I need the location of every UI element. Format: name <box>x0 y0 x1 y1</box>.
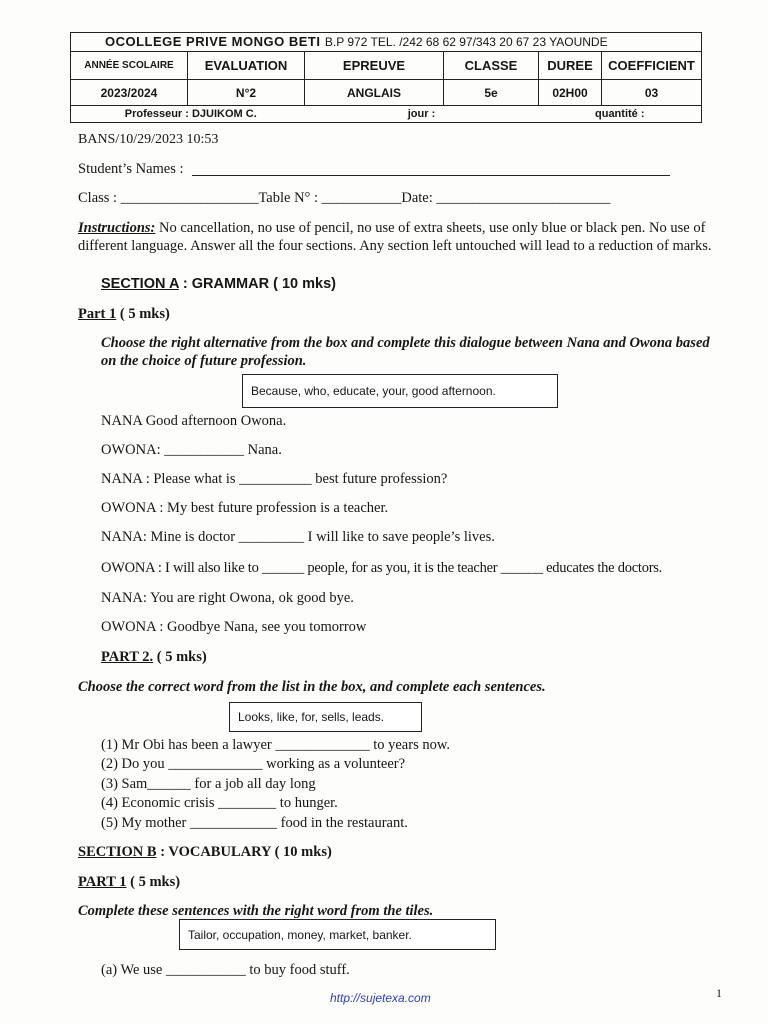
sentence-line[interactable]: (4) Economic crisis ________ to hunger. <box>101 795 338 811</box>
sentence-line[interactable]: (3) Sam______ for a job all day long <box>101 776 316 792</box>
part1-title: Part 1 <box>78 306 117 322</box>
section-b-rest: : VOCABULARY ( 10 mks) <box>156 844 332 860</box>
dialogue-line: OWONA : Goodbye Nana, see you tomorrow <box>101 619 367 635</box>
val-duree: 02H00 <box>539 80 602 106</box>
instructions-text: No cancellation, no use of pencil, no use of extra sheets, use only blue or black pen. No use of different language. Answer all the four sections. Any section left untouched will lead to a reduction of marks. <box>78 220 712 254</box>
sentence-line[interactable]: (2) Do you _____________ working as a volunteer? <box>101 756 406 772</box>
part2-word-box: Looks, like, for, sells, leads. <box>229 702 422 732</box>
section-b-part1-title: PART 1 <box>78 874 127 890</box>
part1-word-box: Because, who, educate, your, good afternoon. <box>242 374 558 408</box>
dialogue-line: OWONA : My best future profession is a teacher. <box>101 500 389 516</box>
col-duree: DUREE <box>539 52 602 80</box>
section-a-heading <box>101 276 336 292</box>
jour-cell: jour : <box>305 106 539 123</box>
school-name: OCOLLEGE PRIVE MONGO BETI <box>105 34 321 49</box>
section-b-word-box: Tailor, occupation, money, market, banker. <box>179 919 496 950</box>
part1-heading <box>78 306 170 323</box>
header-table <box>70 32 702 123</box>
section-b-part1-heading <box>78 874 180 891</box>
school-address: B.P 972 TEL. /242 68 62 97/343 20 67 23 YAOUNDE <box>324 35 608 49</box>
student-names-label: Student’s Names : <box>78 161 184 177</box>
col-classe: CLASSE <box>444 52 539 80</box>
col-annee: ANNÉE SCOLAIRE <box>71 52 188 80</box>
instructions <box>78 219 718 255</box>
val-epreuve: ANGLAIS <box>305 80 444 106</box>
prof-cell: Professeur : DJUIKOM C. <box>71 106 305 123</box>
section-b-part1-marks: ( 5 mks) <box>126 874 181 890</box>
footer-url[interactable]: http://sujetexa.com <box>330 991 431 1005</box>
part2-heading <box>101 649 207 666</box>
val-classe: 5e <box>444 80 539 106</box>
section-b-instruction: Complete these sentences with the right word from the tiles. <box>78 903 434 919</box>
quantite-cell: quantité : <box>539 106 702 123</box>
sentence-line[interactable]: (1) Mr Obi has been a lawyer _____________ to years now. <box>101 737 450 753</box>
col-epreuve: EPREUVE <box>305 52 444 80</box>
part2-title: PART 2. <box>101 649 154 665</box>
section-b-heading <box>78 844 332 861</box>
val-evaluation: N°2 <box>188 80 305 106</box>
scan-stamp: BANS/10/29/2023 10:53 <box>78 132 219 147</box>
page-number: 1 <box>716 986 722 1000</box>
instructions-label: Instructions: <box>78 220 156 236</box>
student-names-blank[interactable] <box>192 175 670 176</box>
dialogue-line[interactable]: OWONA : I will also like to ______ people, for as you, it is the teacher ______ educates the doctors. <box>101 560 663 576</box>
dialogue-line[interactable]: OWONA: ___________ Nana. <box>101 442 282 458</box>
dialogue-line[interactable]: NANA: Mine is doctor _________ I will like to save people’s lives. <box>101 529 495 545</box>
part2-marks: ( 5 mks) <box>153 649 207 665</box>
sentence-line[interactable]: (a) We use ___________ to buy food stuff. <box>101 962 350 978</box>
section-a-title: SECTION A <box>101 276 179 292</box>
class-table-date-line[interactable]: Class : ___________________Table N° : ___________Date: ________________________ <box>78 190 611 206</box>
student-names-line <box>78 161 184 178</box>
part1-marks: ( 5 mks) <box>116 306 170 322</box>
part1-instruction: Choose the right alternative from the box and complete this dialogue between Nana and Owona based on the choice of future profession. <box>101 335 710 369</box>
section-b-title: SECTION B <box>78 844 157 860</box>
dialogue-line[interactable]: NANA : Please what is __________ best future profession? <box>101 471 448 487</box>
val-coefficient: 03 <box>602 80 702 106</box>
val-annee: 2023/2024 <box>71 80 188 106</box>
section-a-rest: : GRAMMAR ( 10 mks) <box>178 276 336 292</box>
col-coefficient: COEFFICIENT <box>602 52 702 80</box>
school-line <box>71 33 702 52</box>
col-evaluation: EVALUATION <box>188 52 305 80</box>
dialogue-line: NANA: You are right Owona, ok good bye. <box>101 590 354 606</box>
sentence-line[interactable]: (5) My mother ____________ food in the restaurant. <box>101 815 408 831</box>
part2-instruction: Choose the correct word from the list in the box, and complete each sentences. <box>78 679 546 695</box>
dialogue-line: NANA Good afternoon Owona. <box>101 413 287 429</box>
